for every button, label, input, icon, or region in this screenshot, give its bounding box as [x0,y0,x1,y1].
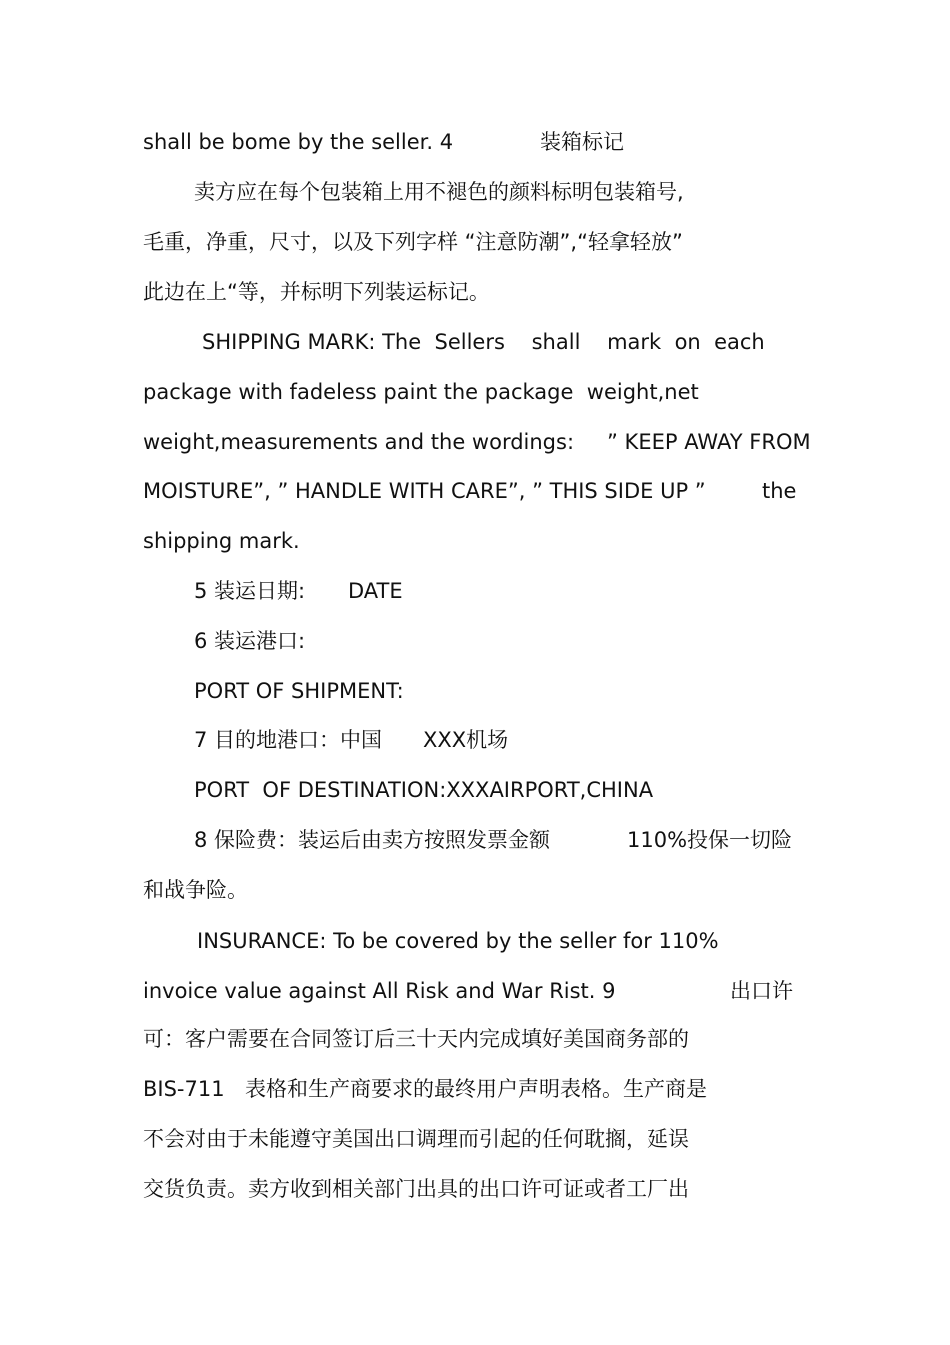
line-19: 可：客户需要在合同签订后三十天内完成填好美国商务部的 [143,1027,689,1051]
line-12: PORT OF SHIPMENT: [194,679,404,703]
line-21: 不会对由于未能遵守美国出口调理而引起的任何耽搁，延误 [143,1127,689,1151]
line-1-heading: 装箱标记 [540,130,624,154]
line-13-label: 7 目的地港口：中国 [194,728,383,752]
line-2: 卖方应在每个包装箱上用不褪色的颜料标明包装箱号, [194,180,684,204]
line-20-code: BIS-711 [143,1077,225,1101]
line-7-text: weight,measurements and the wordings: [143,430,575,454]
line-1-text: shall be bome by the seller. 4 [143,130,454,154]
line-4: 此边在上“等，并标明下列装运标记。 [143,280,490,304]
line-17: INSURANCE: To be covered by the seller for 110% [197,929,719,953]
line-20-text: 表格和生产商要求的最终用户声明表格。生产商是 [245,1077,707,1101]
line-7-end: ” KEEP AWAY FROM [607,430,811,454]
line-11: 6 装运港口: [194,629,306,653]
line-13-value: XXX机场 [423,728,509,752]
line-18-heading: 出口许 [730,979,793,1003]
line-3: 毛重，净重，尺寸，以及下列字样 “注意防潮”,“轻拿轻放” [143,230,683,254]
line-14: PORT OF DESTINATION:XXXAIRPORT,CHINA [194,778,654,802]
line-9: shipping mark. [143,529,300,553]
line-15-end: 110%投保一切险 [627,828,793,852]
line-10-value: DATE [348,579,403,603]
line-10-label: 5 装运日期: [194,579,306,603]
line-8-text: MOISTURE”, ” HANDLE WITH CARE”, ” THIS SIDE UP ” [143,479,706,503]
line-18-text: invoice value against All Risk and War Rist. 9 [143,979,616,1003]
line-16: 和战争险。 [143,878,248,902]
line-15-text: 8 保险费：装运后由卖方按照发票金额 [194,828,551,852]
line-5: SHIPPING MARK: The Sellers shall mark on each [202,330,765,354]
line-22: 交货负责。卖方收到相关部门出具的出口许可证或者工厂出 [143,1177,689,1201]
line-6: package with fadeless paint the package weight,net [143,380,699,404]
line-8-end: the [762,479,797,503]
